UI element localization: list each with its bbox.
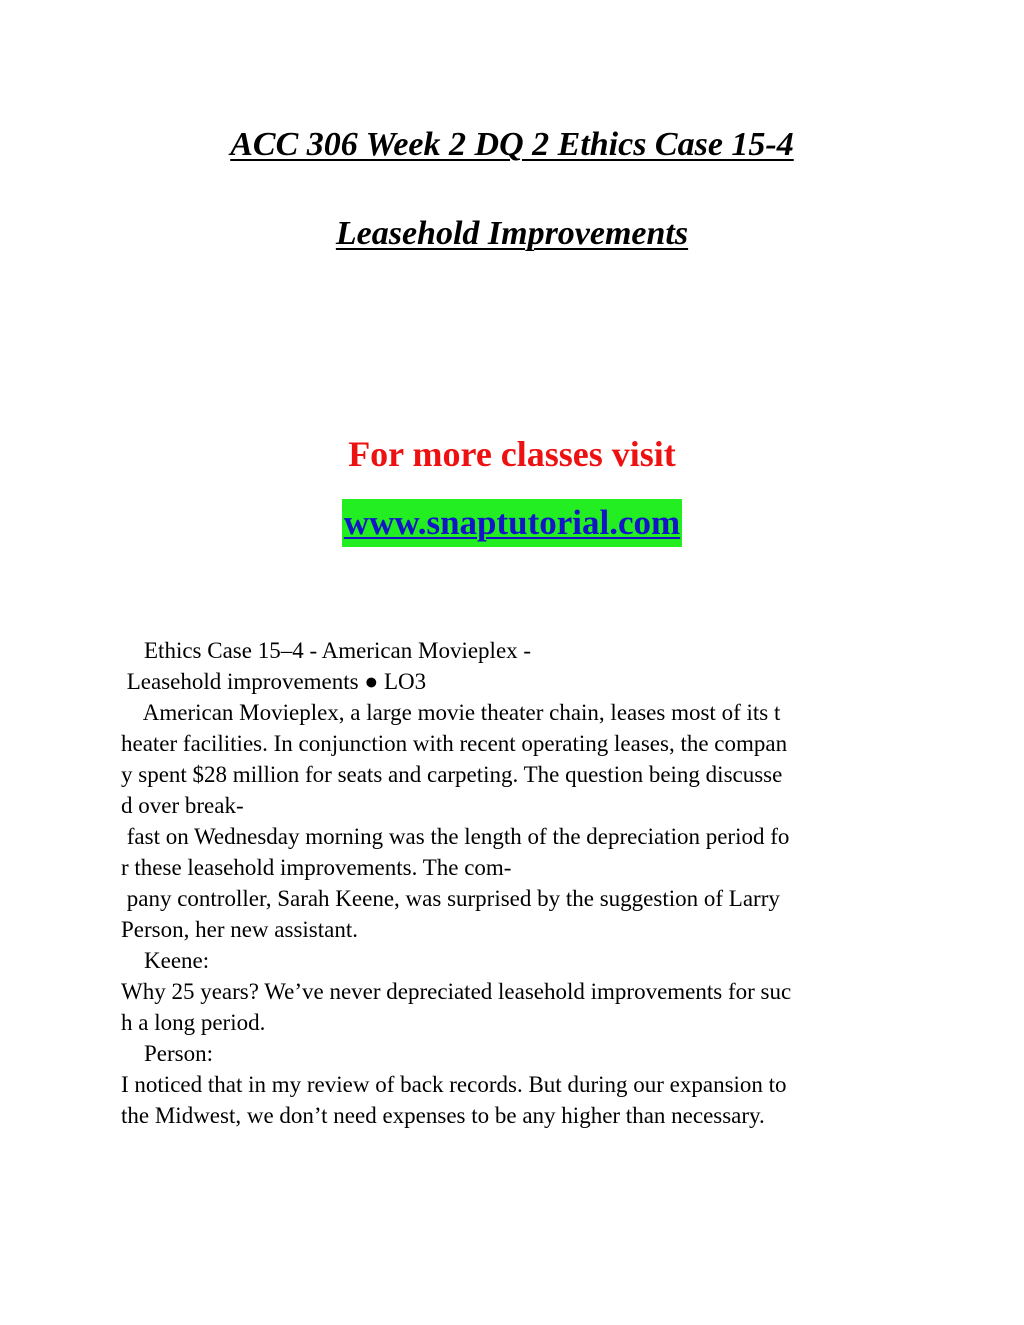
document-subtitle: Leasehold Improvements <box>335 215 689 252</box>
body-line: fast on Wednesday morning was the length of the depreciation period fo <box>121 824 790 849</box>
promo-link[interactable]: www.snaptutorial.com <box>342 499 682 547</box>
promo-link-container <box>0 499 1024 554</box>
promo-text: For more classes visit <box>348 434 676 474</box>
document-title: ACC 306 Week 2 DQ 2 Ethics Case 15-4 <box>230 126 794 163</box>
body-line: heater facilities. In conjunction with recent operating leases, the compan <box>121 731 788 756</box>
body-line: Why 25 years? We’ve never depreciated leasehold improvements for suc <box>121 979 792 1004</box>
body-line: I noticed that in my review of back records. But during our expansion to <box>121 1072 787 1097</box>
body-line: Keene: <box>121 948 210 973</box>
body-line: r these leasehold improvements. The com- <box>121 855 512 880</box>
body-line: y spent $28 million for seats and carpeting. The question being discusse <box>121 762 783 787</box>
body-line: Leasehold improvements ● LO3 <box>121 669 427 694</box>
body-line: h a long period. <box>121 1010 266 1035</box>
body-line: d over break- <box>121 793 244 818</box>
body-line: American Movieplex, a large movie theater chain, leases most of its t <box>121 700 781 725</box>
body-line: the Midwest, we don’t need expenses to be any higher than necessary. <box>121 1103 765 1128</box>
body-line: Person: <box>121 1041 213 1066</box>
body-line: pany controller, Sarah Keene, was surprised by the suggestion of Larry <box>121 886 780 911</box>
body-line: Ethics Case 15–4 - American Movieplex - <box>121 638 532 663</box>
case-body-text <box>121 635 911 1131</box>
body-line: Person, her new assistant. <box>121 917 358 942</box>
